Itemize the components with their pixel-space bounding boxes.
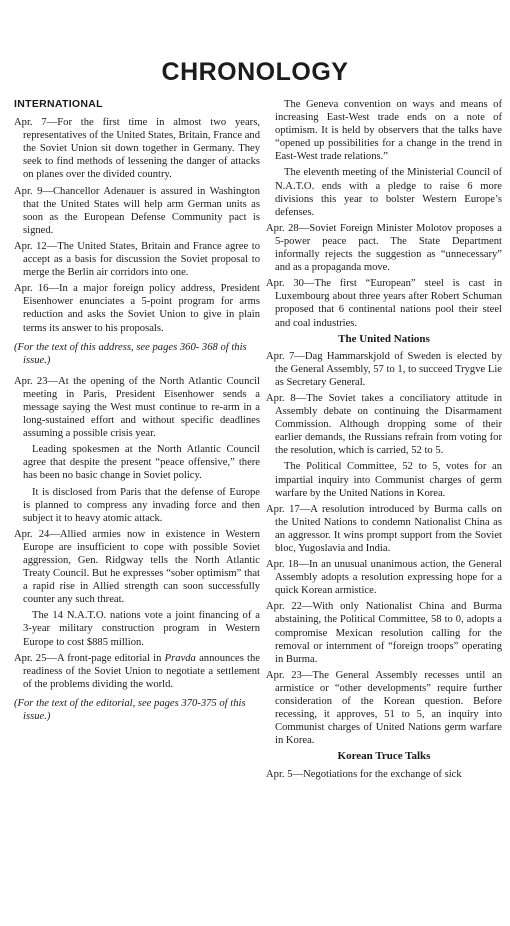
note-text: (For the text of the editorial, see pages 370-375 [14, 697, 217, 709]
entry-apr-28: Apr. 28—Soviet Foreign Minister Molotov proposes a 5-power peace pact. The State Department informally rejects the suggestion as “unnecessary” and as a propaganda move. [266, 222, 502, 274]
paragraph: The Political Committee, 52 to 5, votes for an impartial inquiry into Communist charges of germ warfare by the United Nations in Korea. [275, 461, 502, 499]
paragraph: It is disclosed from Paris that the defense of Europe is planned to compress any invading force and then subject it to heavy atomic attack. [23, 486, 260, 524]
entry-apr-16: Apr. 16—In a major foreign policy address, President Eisenhower enunciates a 5-point program for arms reduction and asks the Soviet Union to give in plain terms its answer to his proposals. [14, 283, 260, 334]
entry-un-apr-23: Apr. 23—The General Assembly recesses until an armistice or “other developments” require further consideration of the Korean question. Before recessing, it approves, 51 to 5, an inquiry into Communist charges of United Nations germ warfare in Korea. [266, 669, 502, 747]
paragraph: The 14 N.A.T.O. nations vote a joint financing of a 3-year military construction program in Western Europe to cost $885 million. [23, 610, 260, 648]
section-heading-united-nations: The United Nations [338, 332, 430, 345]
entry-un-apr-18: Apr. 18—In an unusual unanimous action, the General Assembly adopts a resolution expressing hope for a quick Korean armistice. [266, 559, 502, 597]
entry-apr-24: Apr. 24—Allied armies now in existence in Western Europe are insufficient to cope with possible Soviet aggression, Gen. Ridgway tells the North Atlantic Treaty Council. But he expresses “sober optimism” that a rapid rise in Allied strength can soon successfully counter any such threat. [14, 528, 260, 606]
entry-text-end: announces the readiness of the Soviet Union to negotiate a settlement of the problems dividing the world. [23, 652, 260, 690]
entry-apr-30: Apr. 30—The first “European” steel is cast in Luxembourg about three years after Robert Schuman proposed that 6 continental nations pool their steel and coal industries. [266, 278, 502, 329]
note-pages: 360- [179, 341, 200, 353]
entry-un-apr-8: Apr. 8—The Soviet takes a conciliatory attitude in Assembly debate on continuing the Disarmament Commission. Although dropping some of their earlier demands, the Russians refrain from voting for the resolution, which is carried, 52 to 5. [266, 392, 502, 457]
section-heading-korean-truce: Korean Truce Talks [337, 750, 431, 763]
note-text-end: of this issue.) [23, 341, 247, 366]
entry-un-apr-7: Apr. 7—Dag Hammarskjold of Sweden is elected by the General Assembly, 57 to 1, to succeed Trygve Lie as Secretary General. [266, 350, 502, 388]
page-title: CHRONOLOGY [161, 58, 349, 86]
section-heading-international: INTERNATIONAL [14, 98, 103, 110]
entry-apr-9: Apr. 9—Chancellor Adenauer is assured in Washington that the United States will help arm German units as soon as the European Defense Community pact is signed. [14, 185, 260, 236]
note-text-end: of this issue.) [23, 697, 246, 723]
note-editorial-pages [14, 697, 260, 723]
left-column [14, 98, 260, 731]
entry-un-apr-17: Apr. 17—A resolution introduced by Burma calls on the United Nations to condemn Nationalist China as an aggressor. It wins prompt support from the Soviet bloc, Yugoslavia and India. [266, 503, 502, 554]
note-address-pages [14, 341, 260, 367]
entry-apr-12: Apr. 12—The United States, Britain and France agree to accept as a basis for discussion the Soviet proposal to merge the Berlin air corridors into one. [14, 240, 260, 279]
entry-un-apr-22: Apr. 22—With only Nationalist China and Burma abstaining, the Political Committee, 58 to 0, adopts a compromise Mexican resolution calling for the removal or internment of “foreign troops” operating in Burma. [266, 601, 502, 665]
note-pages-2: 368 [201, 341, 218, 353]
entry-apr-7: Apr. 7—For the first time in almost two years, representatives of the United States, Britain, France and the Soviet Union sit down together in Germany. They seek to find methods of lessening the danger of attacks on planes over the divided country. [14, 117, 260, 181]
note-text: (For the text of this address, see pages [14, 341, 180, 353]
pravda-title: Pravda [164, 652, 196, 664]
paragraph: The Geneva convention on ways and means of increasing East-West trade ends on a note of optimism. It is held by observers that the talks have “opened up possibilities for a change in the trend in East-West trade relations.” [275, 99, 502, 163]
paragraph: The eleventh meeting of the Ministerial Council of N.A.T.O. ends with a pledge to raise 6 more divisions this year to bolster Western Europe’s defenses. [275, 167, 502, 218]
paragraph: Leading spokesmen at the North Atlantic Council agree that despite the present “peace offensive,” there has been no basic change in Soviet policy. [23, 444, 260, 482]
entry-apr-25 [14, 652, 260, 691]
entry-apr-23: Apr. 23—At the opening of the North Atlantic Council meeting in Paris, President Eisenhower sends a message saying the West must continue to re-arm in a long-sustained effort and without specific deadlines assuming a possible crisis year. [14, 375, 260, 440]
right-column [266, 98, 502, 784]
entry-kt-apr-5: Apr. 5—Negotiations for the exchange of sick [266, 768, 462, 780]
entry-text: Apr. 25—A front-page editorial in [14, 652, 165, 664]
